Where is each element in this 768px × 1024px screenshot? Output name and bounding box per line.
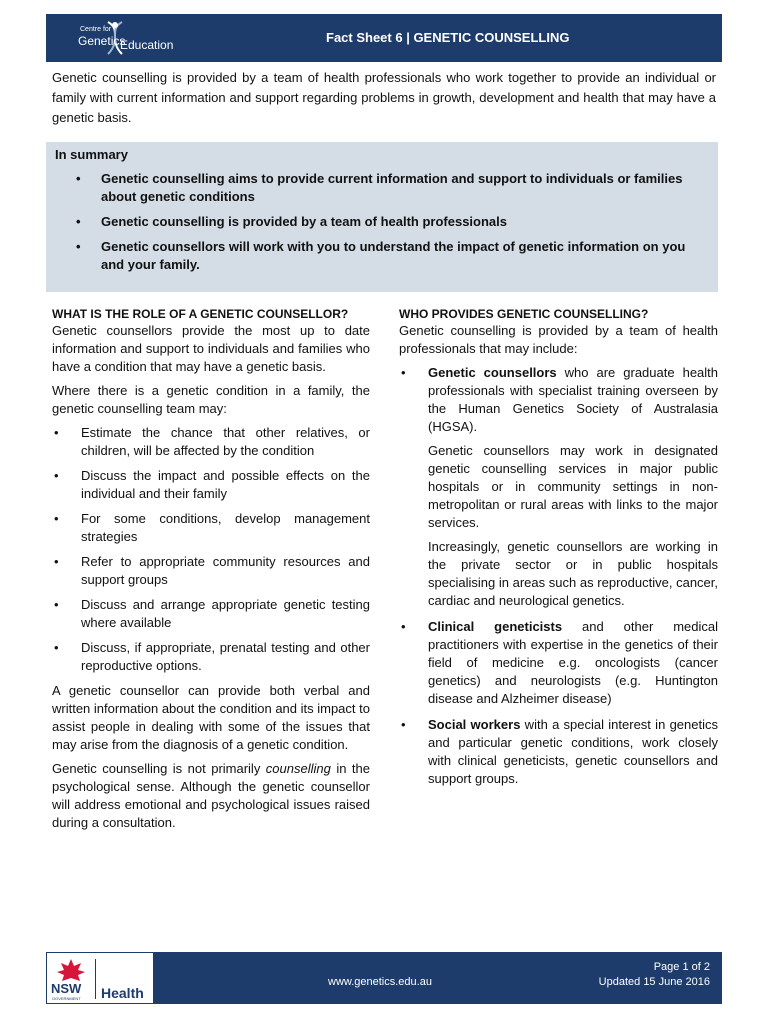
- summary-item: [46, 213, 711, 231]
- role-paragraph-2: Where there is a genetic condition in a family, the genetic counselling team may:: [52, 383, 370, 416]
- health-text: Health: [101, 985, 144, 1001]
- list-item-text: Refer to appropriate community resources and support groups: [81, 554, 370, 587]
- bullet-icon: •: [76, 214, 81, 229]
- bold-term: Clinical geneticists: [428, 619, 563, 634]
- genetic-counsellors-paragraph-3: Increasingly, genetic counsellors are working in the private sector or in public hospitals specialising in areas such as reproductive, cancer, cardiac and neurological genetics.: [428, 539, 718, 608]
- updated-date: Updated 15 June 2016: [598, 976, 710, 988]
- list-item: [52, 553, 370, 589]
- logo-text-education: Education: [120, 38, 174, 52]
- providers-bullet-list: [399, 364, 718, 788]
- role-heading: WHAT IS THE ROLE OF A GENETIC COUNSELLOR?: [52, 307, 349, 321]
- bold-term: Social workers: [428, 717, 521, 732]
- bullet-icon: •: [401, 365, 406, 380]
- bullet-icon: •: [54, 511, 59, 526]
- role-paragraph-4: [52, 760, 370, 832]
- bullet-icon: •: [401, 717, 406, 732]
- providers-paragraph-1: Genetic counselling is provided by a team of health professionals that may include:: [399, 323, 718, 356]
- page-title: Fact Sheet 6 | GENETIC COUNSELLING: [326, 30, 570, 45]
- list-item-genetic-counsellors: [399, 364, 718, 610]
- list-item-text: Discuss, if appropriate, prenatal testing and other reproductive options.: [81, 640, 370, 673]
- waratah-icon: [53, 957, 89, 983]
- emphasis-text: counselling: [265, 761, 331, 776]
- intro-paragraph: Genetic counselling is provided by a team of health professionals who work together to provide an individual or family with current information and support regarding problems in growth, development and health that may have a genetic basis.: [52, 70, 716, 125]
- bullet-icon: •: [54, 425, 59, 440]
- summary-list: [46, 170, 718, 281]
- bullet-icon: •: [54, 468, 59, 483]
- summary-item-text: Genetic counselling aims to provide current information and support to individuals or families about genetic conditions: [101, 171, 683, 204]
- header-bar: [46, 14, 722, 62]
- list-item-text: Discuss and arrange appropriate genetic testing where available: [81, 597, 370, 630]
- summary-box: [46, 142, 718, 292]
- nsw-text: NSW: [51, 981, 82, 996]
- genetic-counsellors-text: [428, 364, 718, 436]
- logo-text-genetics: Genetics: [78, 34, 126, 48]
- list-item: [52, 467, 370, 503]
- paragraph-text: in the psychological sense. Although the genetic counsellor will address emotional and psychological issues raised during a consultation.: [52, 761, 370, 830]
- page-info: [599, 960, 710, 990]
- list-item-social-workers: [399, 716, 718, 788]
- website-link[interactable]: www.genetics.edu.au: [328, 976, 432, 988]
- paragraph-text: with a special interest in genetics and particular genetic conditions, work closely with clinical geneticists, genetic counsellors and support groups.: [428, 717, 718, 786]
- paragraph-text: who are graduate health professionals with specialist training overseen by the Human Genetics Society of Australasia (HGSA).: [428, 365, 719, 434]
- bullet-icon: •: [76, 171, 81, 186]
- role-paragraph-1: Genetic counsellors provide the most up to date information and support to individuals and families who have a condition that may have a genetic basis.: [52, 323, 370, 374]
- bullet-icon: •: [54, 597, 59, 612]
- genetic-counsellors-paragraph-2: Genetic counsellors may work in designated genetic counselling services in major public hospitals or in community settings in non-metropolitan or rural areas with links to the major services.: [428, 443, 718, 530]
- summary-item: [46, 170, 711, 206]
- bold-term: Genetic counsellors: [428, 365, 557, 380]
- logo-text-centre-for: Centre for: [80, 26, 112, 33]
- nsw-health-logo: [46, 952, 154, 1004]
- centre-for-genetics-education-logo: [56, 20, 176, 56]
- summary-item-text: Genetic counsellors will work with you to understand the impact of genetic information on you and your family.: [101, 239, 686, 272]
- nsw-government-text: GOVERNMENT: [52, 996, 81, 1001]
- footer-bar: [46, 952, 722, 1004]
- list-item: [52, 424, 370, 460]
- list-item-text: Discuss the impact and possible effects on the individual and their family: [81, 468, 370, 501]
- list-item-text: Estimate the chance that other relatives, or children, will be affected by the condition: [81, 425, 370, 458]
- page-number: Page 1 of 2: [653, 961, 710, 973]
- left-column: [52, 306, 370, 838]
- role-bullet-list: [52, 424, 370, 675]
- role-paragraph-3: A genetic counsellor can provide both verbal and written information about the condition and its impact to assist people in dealing with some of the issues that may arise from the diagnosis of a genetic condition.: [52, 683, 370, 752]
- social-workers-text: [428, 716, 718, 788]
- list-item-clinical-geneticists: [399, 618, 718, 708]
- list-item: [52, 639, 370, 675]
- summary-heading: In summary: [55, 147, 128, 162]
- list-item-text: For some conditions, develop management strategies: [81, 511, 370, 544]
- logo-divider: [95, 959, 96, 999]
- paragraph-text: and other medical practitioners with expertise in the genetics of their field of medicine e.g. oncologists (cancer genetics) and neurologists (e.g. Huntington disease and Alzheimer disease): [428, 619, 719, 706]
- summary-item: [46, 238, 711, 274]
- bullet-icon: •: [54, 640, 59, 655]
- bullet-icon: •: [54, 554, 59, 569]
- list-item: [52, 596, 370, 632]
- paragraph-text: Genetic counselling is not primarily: [52, 761, 266, 776]
- bullet-icon: •: [401, 619, 406, 634]
- summary-item-text: Genetic counselling is provided by a team of health professionals: [101, 214, 507, 229]
- bullet-icon: •: [76, 239, 81, 254]
- providers-heading: WHO PROVIDES GENETIC COUNSELLING?: [399, 307, 649, 321]
- right-column: [399, 306, 718, 796]
- list-item: [52, 510, 370, 546]
- clinical-geneticists-text: [428, 618, 718, 708]
